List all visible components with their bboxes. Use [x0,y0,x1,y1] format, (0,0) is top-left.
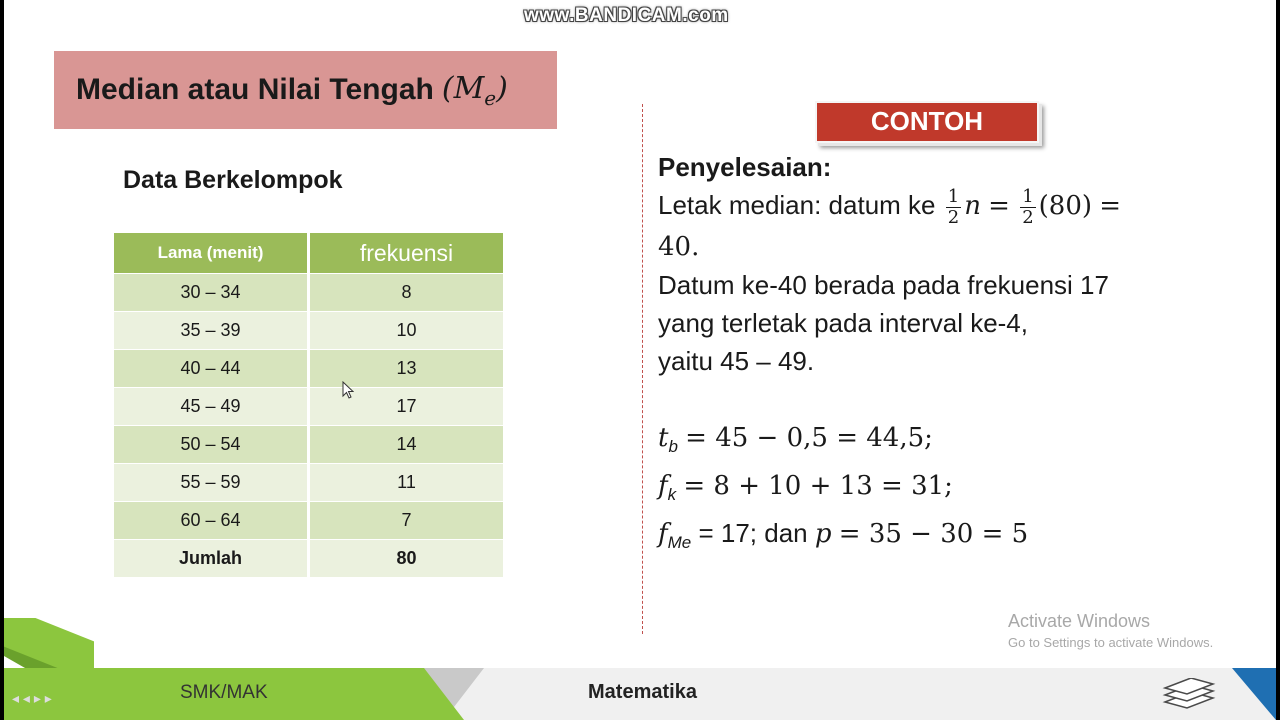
solution-panel [658,148,1218,562]
total-label: Jumlah [114,540,310,578]
formula-fme: $f_{Me} = 17$; dan p = 35 − 30 = 5 [658,518,1029,553]
table-row [114,464,506,502]
footer-light-band [444,668,1276,720]
activate-subtitle: Go to Settings to activate Windows. [1008,635,1214,650]
frequency-cell: 7 [310,502,506,540]
header-frekuensi: frekuensi [310,233,506,274]
title-box [54,51,557,129]
book-stack-icon [1161,678,1217,717]
slide [4,0,1276,720]
solution-line-1: Letak median: datum ke $\frac{1}{2}$ n = $\frac{1}{2}$ (80) = [658,185,1122,228]
interval-cell: 50 – 54 [114,426,310,464]
solution-heading: Penyelesaian: [658,152,832,182]
table-row [114,388,506,426]
footer-subject-label: Matematika [588,681,697,703]
formula-fk: $f_k = 8 + 10 + 13 = 31$; [658,470,953,504]
header-lama: Lama (menit) [114,233,310,274]
frequency-cell: 13 [310,350,506,388]
title-math-symbol: $(M_e)$ [441,70,508,110]
table-total-row [114,540,506,578]
frequency-table [114,233,506,578]
bandicam-watermark: www.BANDICAM.com [524,5,729,26]
solution-line-3: yang terletak pada interval ke-4, [658,307,1028,338]
formula-tb: $t_b = 45 - 0,5 = 44,5$; [658,422,933,456]
footer-level-label: SMK/MAK [180,682,268,703]
solution-line-4: yaitu 45 – 49. [658,345,815,376]
table-row [114,350,506,388]
table-row [114,502,506,540]
frequency-cell: 11 [310,464,506,502]
fraction-half: $\frac{1}{2}$ [947,185,960,228]
solution-line-2: Datum ke-40 berada pada frekuensi 17 [658,269,1109,300]
interval-cell: 30 – 34 [114,274,310,312]
section-subheading: Data Berkelompok [123,166,343,194]
frequency-cell: 10 [310,312,506,350]
vertical-divider [642,104,643,634]
frequency-cell: 14 [310,426,506,464]
slide-nav-arrows[interactable]: ◂ ◂ ▸ ▸ [12,690,52,706]
interval-cell: 60 – 64 [114,502,310,540]
interval-cell: 35 – 39 [114,312,310,350]
fraction-half: $\frac{1}{2}$ [1022,185,1034,228]
solution-result: 40. [658,231,700,262]
page-title: Median atau Nilai Tengah [76,73,434,106]
table-row [114,274,506,312]
table-header-row [114,233,506,274]
interval-cell: 40 – 44 [114,350,310,388]
activate-windows-notice [1008,611,1213,650]
mouse-pointer-icon [342,381,354,404]
frequency-cell: 17 [310,388,506,426]
frequency-cell: 8 [310,274,506,312]
table-row [114,426,506,464]
interval-cell: 55 – 59 [114,464,310,502]
total-value: 80 [310,540,506,578]
activate-title: Activate Windows [1008,611,1151,631]
table-row [114,312,506,350]
contoh-badge: CONTOH [815,101,1039,143]
interval-cell: 45 – 49 [114,388,310,426]
